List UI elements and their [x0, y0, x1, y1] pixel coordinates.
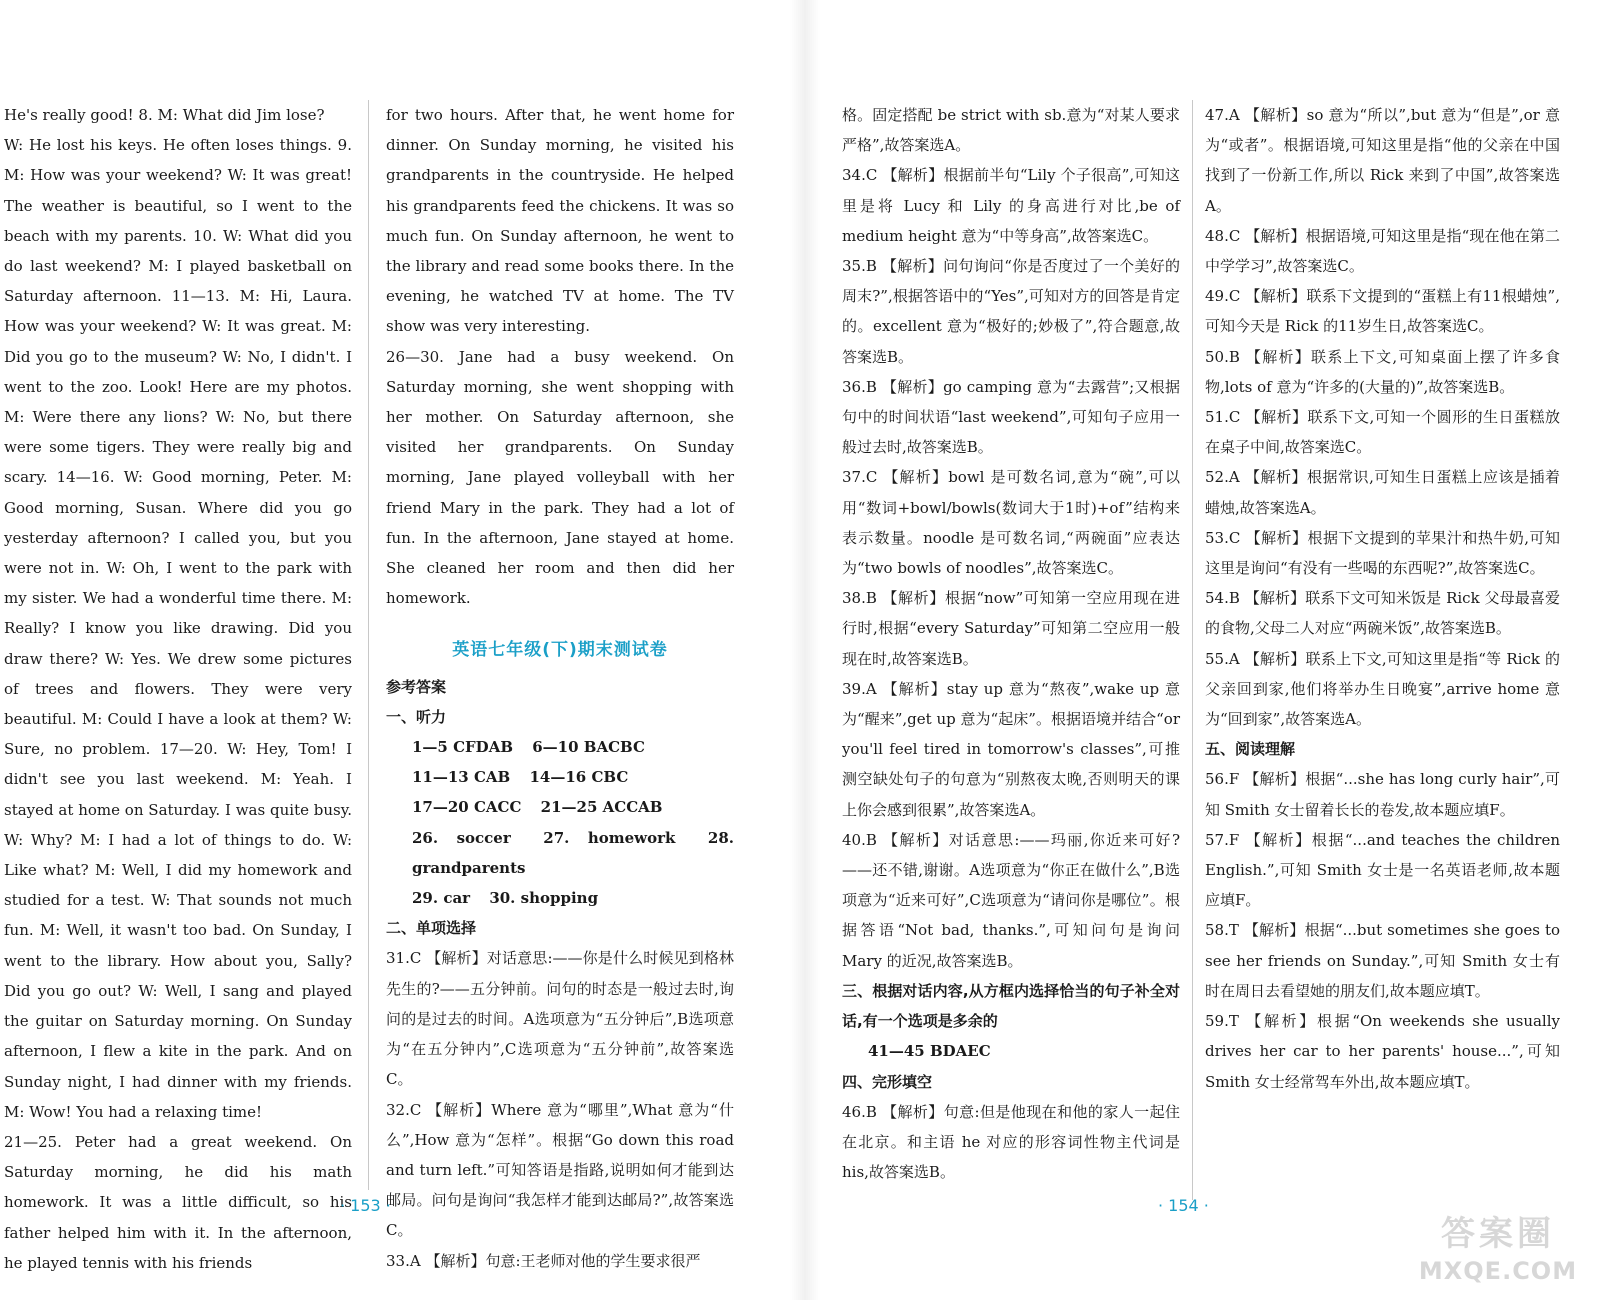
answer-explanation: 38.B 【解析】根据“now”可知第一空应用现在进行时,根据“every Saturday”可知第二空应用一般现在时,故答案选B。 [842, 589, 1180, 668]
answer-row [386, 732, 734, 762]
answer-row [386, 823, 734, 883]
answer-explanation: 47.A 【解析】so 意为“所以”,but 意为“但是”,or 意为“或者”。根据语境,可知这里是指“他的父亲在中国找到了一份新工作,所以 Rick 来到了中国”,故答案选A。 [1205, 106, 1560, 215]
exam-title: 英语七年级(下)期末测试卷 [452, 640, 668, 661]
answer-group: 27. homework [543, 828, 676, 847]
answer-explanation: 32.C 【解析】Where 意为“哪里”,What 意为“什么”,How 意为“怎样”。根据“Go down this road and turn left.”可知答语是指路,说明如何才能到达邮局。问句是询问“我怎样才能到达邮局?”,故答案选C。 [386, 1100, 734, 1240]
answer-explanation: 51.C 【解析】联系下文,可知一个圆形的生日蛋糕放在桌子中间,故答案选C。 [1205, 408, 1560, 457]
page-number-left: · 153 · [340, 1196, 391, 1215]
answer-explanation: 57.F 【解析】根据“...and teaches the children English.”,可知 Smith 女士是一名英语老师,故本题应填F。 [1205, 830, 1560, 910]
text-paragraph: W: He lost his keys. He often loses things. 9. M: How was your weekend? W: It was great! The weather is beautiful, so I went to the beach with my parents. 10. W: What did you do last weekend? M: I played basketball on Saturday afternoon. 11—13. M: Hi, Laura. How was your weekend? W: It was great. M: Did you go to the museum? W: No, I didn't. I went to the zoo. Look! Here are my photos. M: Were there any lions? W: No, but there were some tigers. They were really big and scary. 14—16. W: Good morning, Peter. M: Good morning, Susan. Where did you go yesterday afternoon? I called you, but you were not in. W: Oh, I went to the park with my sister. We had a wonderful time there. M: Really? I know you like drawing. Did you draw there? W: Yes. We drew some pictures of trees and flowers. They were very beautiful. M: Could I have a look at them? W: Sure, no problem. 17—20. W: Hey, Tom! I didn't see you last weekend. M: Yeah. I stayed at home on Saturday. I was quite busy. W: Why? M: I had a lot of things to do. W: Like what? M: Well, I did my homework and studied for a test. W: That sounds not much fun. M: Well, it wasn't too bad. On Sunday, I went to the library. How about you, Sally? Did you go out? W: Well, I sang and played the guitar on Saturday morning. On Sunday afternoon, I flew a kite in the park. And on Sunday night, I had dinner with my friends. M: Wow! You had a relaxing time! [4, 136, 352, 1121]
answer-explanation: 48.C 【解析】根据语境,可知这里是指“现在他在第二中学学习”,故答案选C。 [1205, 226, 1560, 276]
page-number-right: · 154 · [1158, 1196, 1209, 1215]
answer-group: 29. car [412, 889, 471, 908]
answer-group: 14—16 CBC [529, 768, 629, 787]
column-divider-right [1192, 100, 1193, 1200]
answer-explanation: 49.C 【解析】联系下文提到的“蛋糕上有11根蜡烛”,可知今天是 Rick 的11岁生日,故答案选C。 [1205, 287, 1560, 336]
text-paragraph: for two hours. After that, he went home for dinner. On Sunday morning, he visited his grandparents in the countryside. He helped his grandparents feed the chickens. It was so much fun. On Sunday afternoon, he went to the library and read some books there. In the evening, he watched TV at home. The TV show was very interesting. [386, 106, 734, 336]
answer-explanation: 52.A 【解析】根据常识,可知生日蛋糕上应该是插着蜡烛,故答案选A。 [1205, 468, 1560, 517]
section-heading-cloze: 四、完形填空 [842, 1072, 933, 1091]
answer-explanation: 56.F 【解析】根据“...she has long curly hair”,可知 Smith 女士留着长长的卷发,故本题应填F。 [1205, 770, 1560, 819]
answer-explanation: 46.B 【解析】句意:但是他现在和他的家人一起住在北京。和主语 he 对应的形容词性物主代词是 his,故答案选B。 [842, 1102, 1180, 1182]
answer-explanation: 40.B 【解析】对话意思:——玛丽,你近来可好?——还不错,谢谢。A选项意为“你正在做什么”,B选项意为“近来可好”,C选项意为“请问你是哪位”。根据答语“Not bad, thanks.”,可知问句是询问 Mary 的近况,故答案选B。 [842, 830, 1180, 970]
answer-explanation: 50.B 【解析】联系上下文,可知桌面上摆了许多食物,lots of 意为“许多的(大量的)”,故答案选B。 [1205, 347, 1560, 396]
answer-group: 17—20 CACC [412, 798, 522, 817]
watermark-url: MXQE.COM [1418, 1257, 1578, 1285]
answer-explanation: 36.B 【解析】go camping 意为“去露营”;又根据句中的时间状语“last weekend”,可知句子应用一般过去时,故答案选B。 [842, 377, 1180, 457]
answer-group: 6—10 BACBC [532, 738, 645, 757]
answer-explanation: 54.B 【解析】联系下文可知米饭是 Rick 父母最喜爱的食物,父母二人对应“两碗米饭”,故答案选B。 [1205, 589, 1560, 638]
text-paragraph: 26—30. Jane had a busy weekend. On Saturday morning, she went shopping with her mother. On Saturday afternoon, she visited her grandparents. On Sunday morning, Jane played volleyball with her friend Mary in the park. They had a lot of fun. In the afternoon, Jane stayed at home. She cleaned her room and then did her homework. [386, 347, 734, 608]
text-paragraph: 21—25. Peter had a great weekend. On Saturday morning, he did his math homework. It was a little difficult, so his father helped him with it. In the afternoon, he played tennis with his friends [4, 1132, 352, 1272]
watermark-logo-text: 答案圈 [1441, 1214, 1555, 1254]
answer-explanation: 55.A 【解析】联系上下文,可知这里是指“等 Rick 的父亲回到家,他们将举办生日晚宴”,arrive home 意为“回到家”,故答案选A。 [1205, 649, 1560, 729]
section-heading-dialog: 三、根据对话内容,从方框内选择恰当的句子补全对话,有一个选项是多余的 [842, 981, 1180, 1031]
answer-explanation: 格。固定搭配 be strict with sb.意为“对某人要求严格”,故答案选A。 [842, 106, 1180, 155]
text-paragraph: He's really good! 8. M: What did Jim lose? [4, 106, 325, 124]
answer-group: 21—25 ACCAB [540, 798, 663, 817]
answer-row [386, 883, 734, 913]
answer-group: 30. shopping [489, 889, 599, 908]
answer-row [386, 762, 734, 792]
answer-explanation: 31.C 【解析】对话意思:——你是什么时候见到格林先生的?——五分钟前。问句的时态是一般过去时,询问的是过去的时间。A选项意为“五分钟后”,B选项意为“在五分钟内”,C选项意为“五分钟前”,故答案选C。 [386, 949, 734, 1089]
answer-explanation: 35.B 【解析】问句询问“你是否度过了一个美好的周末?”,根据答语中的“Yes”,可知对方的回答是肯定的。excellent 意为“极好的;妙极了”,符合题意,故答案选B。 [842, 257, 1180, 366]
site-watermark [1400, 1212, 1596, 1298]
page-fold [790, 0, 820, 1300]
answer-explanation: 58.T 【解析】根据“...but sometimes she goes to see her friends on Sunday.”,可知 Smith 女士有时在周日去看望她的朋友们,故本题应填T。 [1205, 921, 1560, 1000]
reference-answer-heading: 参考答案 [386, 677, 447, 696]
section-heading-reading: 五、阅读理解 [1205, 740, 1296, 759]
answer-row: 41—45 BDAEC [868, 1042, 991, 1061]
right-column-2 [1205, 100, 1560, 1200]
answer-explanation: 59.T 【解析】根据“On weekends she usually drives her car to her parents' house...”,可知 Smith 女士经常驾车外出,故本题应填T。 [1205, 1012, 1560, 1091]
answer-explanation: 34.C 【解析】根据前半句“Lily 个子很高”,可知这里是将 Lucy 和 Lily 的身高进行对比,be of medium height 意为“中等身高”,故答案选C。 [842, 166, 1180, 245]
answer-group: 1—5 CFDAB [412, 738, 514, 757]
column-divider-left [368, 100, 369, 1190]
right-column-1 [842, 100, 1180, 1190]
answer-explanation: 37.C 【解析】bowl 是可数名词,意为“碗”,可以用“数词+bowl/bowls(数词大于1时)+of”结构来表示数量。noodle 是可数名词,“两碗面”应表达为“two bowls of noodles”,故答案选C。 [842, 468, 1180, 578]
section-heading-listening: 一、听力 [386, 707, 447, 726]
left-column-1 [4, 100, 352, 1272]
left-column-2 [386, 100, 735, 1270]
answer-row [386, 792, 734, 822]
answer-explanation: 53.C 【解析】根据下文提到的苹果汁和热牛奶,可知这里是询问“有没有一些喝的东西呢?”,故答案选C。 [1205, 528, 1560, 578]
section-heading-single-choice: 二、单项选择 [386, 919, 477, 938]
answer-explanation: 39.A 【解析】stay up 意为“熬夜”,wake up 意为“醒来”,get up 意为“起床”。根据语境并结合“or you'll feel tired in tomorrow's classes”,可推测空缺处句子的句意为“别熬夜太晚,否则明天的课上你会感到很累”,故答案选A。 [842, 679, 1180, 819]
answer-group: 26. soccer [412, 828, 511, 847]
answer-group: 28. grandparents [412, 828, 735, 877]
answer-explanation: 33.A 【解析】句意:王老师对他的学生要求很严 [386, 1251, 701, 1270]
answer-group: 11—13 CAB [412, 768, 511, 787]
